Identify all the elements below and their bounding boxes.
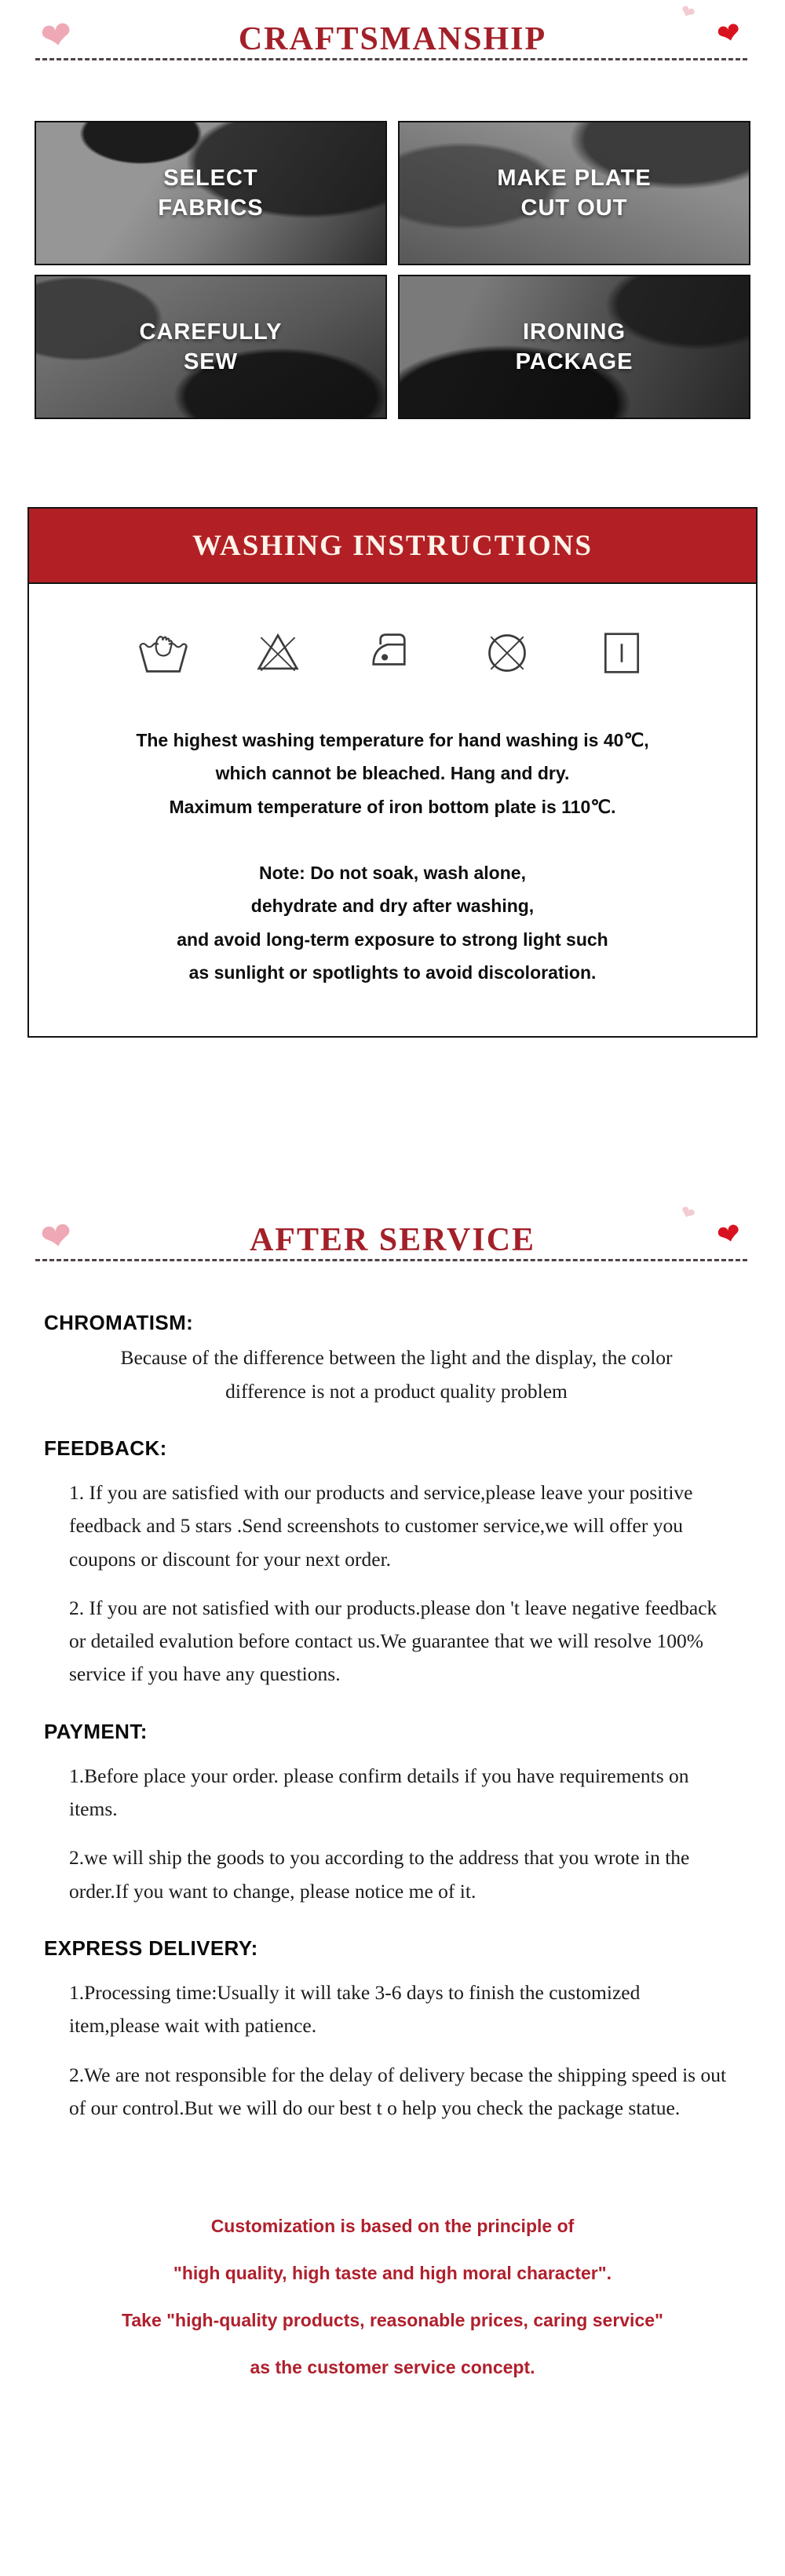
step-label [516, 317, 633, 378]
step-photo-make-plate [398, 121, 750, 265]
customization-statement [0, 2216, 785, 2454]
statement-line: "high quality, high taste and high moral character". [173, 2263, 612, 2284]
care-symbols-row [29, 625, 756, 681]
payment-paragraph-1: 1.Before place your order. please confirm details if you have requirements on items. [69, 1764, 689, 1821]
washing-note-line: and avoid long-term exposure to strong light such [177, 929, 608, 950]
feedback-paragraph-1: 1. If you are satisfied with our products and service,please leave your positive feedback and 5 stars .Send screenshots to customer service,we will offer you coupons or discount for your next order. [69, 1480, 693, 1571]
dashed-divider [35, 1259, 747, 1261]
hang-dry-icon [593, 625, 650, 681]
hand-wash-icon [135, 625, 192, 681]
chromatism-heading: CHROMATISM: [44, 1311, 194, 1335]
red-heart-icon: ❤ [714, 15, 745, 53]
washing-text-line: The highest washing temperature for hand washing is 40℃, [136, 730, 649, 750]
red-heart-icon: ❤ [714, 1217, 745, 1254]
step-label [140, 317, 283, 378]
step-label-line: PACKAGE [515, 349, 633, 374]
statement-line: as the customer service concept. [250, 2357, 535, 2378]
washing-instructions-titlebar [29, 509, 756, 584]
step-label-line: SEW [183, 349, 239, 374]
washing-text-line: Maximum temperature of iron bottom plate is 110℃. [169, 796, 616, 817]
express-delivery-heading: EXPRESS DELIVERY: [44, 1936, 258, 1961]
statement-line: Customization is based on the principle of [210, 2216, 575, 2237]
washing-note-line: as sunlight or spotlights to avoid discoloration. [188, 961, 597, 983]
step-label [497, 163, 651, 224]
payment-heading: PAYMENT: [44, 1719, 148, 1743]
after-service-content [0, 1311, 785, 2125]
craftsmanship-grid [35, 121, 750, 419]
pink-heart-icon: ❤ [37, 11, 76, 61]
washing-note-line: Note: Do not soak, wash alone, [259, 862, 526, 883]
washing-temperature-text [29, 724, 756, 823]
step-label-line: MAKE PLATE [497, 165, 652, 191]
step-label-line: FABRICS [158, 195, 264, 221]
step-label-line: IRONING [522, 319, 626, 345]
step-label-line: CAREFULLY [139, 319, 283, 345]
step-label [158, 163, 263, 224]
washing-note-text [29, 856, 756, 1036]
after-service-title: AFTER SERVICE [0, 1201, 785, 1259]
feedback-paragraph-2: 2. If you are not satisfied with our products.please don 't leave negative feedback or detailed evalution before contact us.We guarantee that we will resolve 100% service if you have any questions. [69, 1596, 717, 1686]
washing-note-line: dehydrate and dry after washing, [250, 896, 535, 917]
feedback-heading: FEEDBACK: [44, 1436, 167, 1460]
pink-heart-icon: ❤ [37, 1213, 76, 1262]
craftsmanship-header [0, 0, 785, 82]
express-delivery-paragraph-1: 1.Processing time:Usually it will take 3-6 days to finish the customized item,please wait with patience. [69, 1981, 641, 2038]
do-not-dry-clean-icon [479, 625, 535, 681]
statement-line: Take "high-quality products, reasonable prices, caring service" [122, 2310, 663, 2331]
chromatism-paragraph: Because of the difference between the light and the display, the color difference is not a product quality problem [120, 1346, 673, 1403]
washing-text-line: which cannot be bleached. Hang and dry. [215, 763, 570, 784]
step-label-line: CUT OUT [520, 195, 628, 221]
petal-icon: ❤ [676, 1202, 698, 1226]
craftsmanship-title: CRAFTSMANSHIP [0, 0, 785, 58]
petal-icon: ❤ [676, 1, 698, 25]
step-photo-select-fabrics [35, 121, 387, 265]
step-label-line: SELECT [163, 165, 258, 191]
washing-instructions-title: WASHING INSTRUCTIONS [192, 529, 593, 562]
iron-low-temp-icon [364, 625, 421, 681]
step-photo-ironing-package [398, 275, 750, 419]
dashed-divider [35, 58, 747, 60]
step-photo-carefully-sew [35, 275, 387, 419]
express-delivery-paragraph-2: 2.We are not responsible for the delay of delivery becase the shipping speed is out of our control.But we will do our best t o help you check the package statue. [69, 2063, 727, 2120]
after-service-header [0, 1201, 785, 1283]
payment-paragraph-2: 2.we will ship the goods to you according to the address that you wrote in the order.If you want to change, please notice me of it. [69, 1846, 690, 1903]
washing-instructions-box [27, 507, 758, 1038]
do-not-bleach-icon [250, 625, 306, 681]
